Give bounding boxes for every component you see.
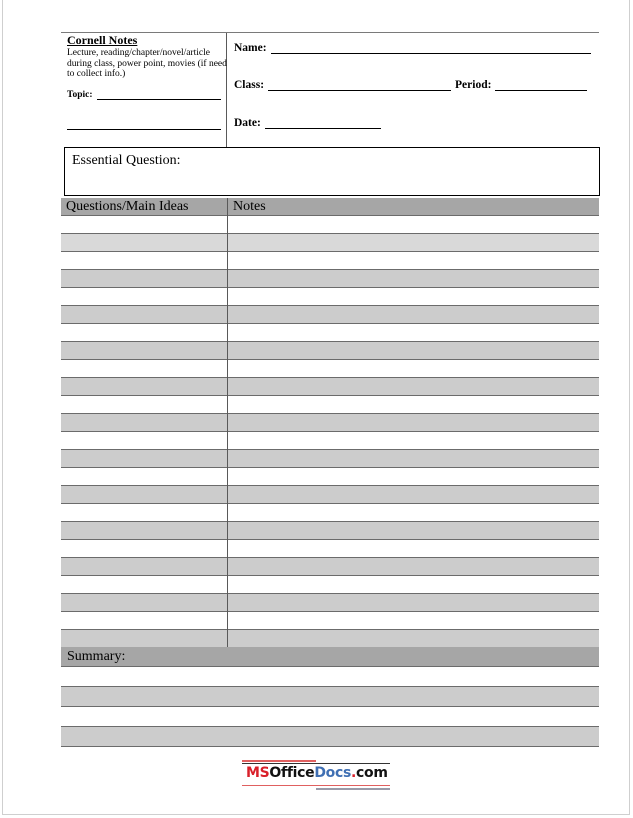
notes-table-row[interactable] (61, 630, 599, 648)
notes-cell[interactable] (228, 540, 599, 557)
header-block (61, 32, 599, 147)
notes-table-row[interactable] (61, 450, 599, 468)
period-label: Period: (455, 79, 492, 91)
topic-input-line-2[interactable] (67, 129, 221, 130)
question-cell[interactable] (61, 396, 227, 413)
notes-cell[interactable] (228, 504, 599, 521)
question-cell[interactable] (61, 432, 227, 449)
question-cell[interactable] (61, 234, 227, 251)
notes-cell[interactable] (228, 414, 599, 431)
notes-table-row[interactable] (61, 432, 599, 450)
question-cell[interactable] (61, 360, 227, 377)
notes-table-row[interactable] (61, 612, 599, 630)
column-divider (227, 198, 228, 647)
notes-table-row[interactable] (61, 558, 599, 576)
question-cell[interactable] (61, 450, 227, 467)
logo-ms: MS (246, 765, 270, 781)
question-cell[interactable] (61, 522, 227, 539)
notes-cell[interactable] (228, 378, 599, 395)
summary-header: Summary: (61, 647, 599, 667)
essential-question-box[interactable] (64, 147, 600, 196)
summary-row[interactable] (61, 667, 599, 687)
notes-table-row[interactable] (61, 522, 599, 540)
notes-cell[interactable] (228, 576, 599, 593)
summary-row[interactable] (61, 707, 599, 727)
notes-cell[interactable] (228, 288, 599, 305)
class-label: Class: (234, 79, 265, 91)
notes-cell[interactable] (228, 594, 599, 611)
logo-rule-bottom-red (242, 785, 390, 786)
question-cell[interactable] (61, 252, 227, 269)
question-cell[interactable] (61, 216, 227, 233)
logo-com: com (356, 765, 388, 781)
class-input-line[interactable] (268, 80, 451, 91)
notes-table-row[interactable] (61, 234, 599, 252)
question-cell[interactable] (61, 378, 227, 395)
logo-rule-red (242, 760, 316, 762)
question-cell[interactable] (61, 468, 227, 485)
notes-table-row[interactable] (61, 468, 599, 486)
topic-input-line[interactable] (97, 90, 221, 100)
notes-table-row[interactable] (61, 396, 599, 414)
notes-cell[interactable] (228, 396, 599, 413)
name-field[interactable] (234, 42, 591, 54)
summary-section (61, 647, 599, 747)
notes-table-row[interactable] (61, 252, 599, 270)
notes-cell[interactable] (228, 252, 599, 269)
description-text: Lecture, reading/chapter/novel/article during class, power point, movies (if need to collect info.) (67, 48, 227, 79)
notes-cell[interactable] (228, 324, 599, 341)
question-cell[interactable] (61, 612, 227, 629)
topic-label: Topic: (67, 90, 93, 100)
date-field[interactable] (234, 117, 381, 129)
msofficedocs-logo (240, 760, 392, 790)
summary-row[interactable] (61, 687, 599, 707)
notes-cell[interactable] (228, 306, 599, 323)
notes-cell[interactable] (228, 522, 599, 539)
name-input-line[interactable] (271, 43, 591, 54)
period-input-line[interactable] (495, 80, 587, 91)
question-cell[interactable] (61, 270, 227, 287)
notes-table-row[interactable] (61, 576, 599, 594)
question-cell[interactable] (61, 288, 227, 305)
notes-table (61, 198, 599, 648)
notes-table-row[interactable] (61, 378, 599, 396)
notes-cell[interactable] (228, 342, 599, 359)
logo-rule-bottom-gray (316, 788, 390, 790)
question-cell[interactable] (61, 558, 227, 575)
question-cell[interactable] (61, 306, 227, 323)
logo-docs: Docs (314, 765, 351, 781)
notes-cell[interactable] (228, 558, 599, 575)
header-left-cell (61, 33, 227, 148)
notes-cell[interactable] (228, 216, 599, 233)
question-cell[interactable] (61, 504, 227, 521)
summary-row[interactable] (61, 727, 599, 747)
notes-cell[interactable] (228, 234, 599, 251)
notes-cell[interactable] (228, 432, 599, 449)
essential-question-label: Essential Question: (72, 153, 181, 168)
name-label: Name: (234, 42, 267, 54)
notes-rows (61, 216, 599, 648)
class-field[interactable] (234, 79, 587, 91)
notes-table-row[interactable] (61, 216, 599, 234)
date-input-line[interactable] (265, 118, 381, 129)
notes-table-row[interactable] (61, 342, 599, 360)
topic-field[interactable] (67, 90, 221, 100)
notes-table-row[interactable] (61, 360, 599, 378)
question-cell[interactable] (61, 414, 227, 431)
logo-wordmark (246, 765, 388, 781)
question-cell[interactable] (61, 576, 227, 593)
question-cell[interactable] (61, 342, 227, 359)
summary-rows (61, 667, 599, 747)
page-title: Cornell Notes (67, 33, 138, 47)
notes-table-row[interactable] (61, 414, 599, 432)
question-cell[interactable] (61, 594, 227, 611)
notes-table-row[interactable] (61, 594, 599, 612)
notes-cell[interactable] (228, 486, 599, 503)
question-cell[interactable] (61, 324, 227, 341)
question-cell[interactable] (61, 486, 227, 503)
notes-table-row[interactable] (61, 306, 599, 324)
notes-table-row[interactable] (61, 486, 599, 504)
notes-column-header: Notes (233, 199, 266, 214)
notes-cell[interactable] (228, 360, 599, 377)
question-cell[interactable] (61, 630, 227, 647)
notes-cell[interactable] (228, 630, 599, 647)
notes-cell[interactable] (228, 612, 599, 629)
notes-cell[interactable] (228, 270, 599, 287)
notes-table-row[interactable] (61, 540, 599, 558)
notes-cell[interactable] (228, 450, 599, 467)
notes-cell[interactable] (228, 468, 599, 485)
logo-rule-dark (242, 763, 390, 764)
notes-table-row[interactable] (61, 324, 599, 342)
notes-table-row[interactable] (61, 270, 599, 288)
notes-table-header (61, 198, 599, 216)
questions-column-header: Questions/Main Ideas (66, 199, 189, 214)
logo-office: Office (269, 765, 315, 781)
date-label: Date: (234, 117, 261, 129)
logo-dot: . (350, 765, 357, 781)
notes-table-row[interactable] (61, 504, 599, 522)
notes-table-row[interactable] (61, 288, 599, 306)
question-cell[interactable] (61, 540, 227, 557)
header-right-cell (228, 33, 599, 148)
